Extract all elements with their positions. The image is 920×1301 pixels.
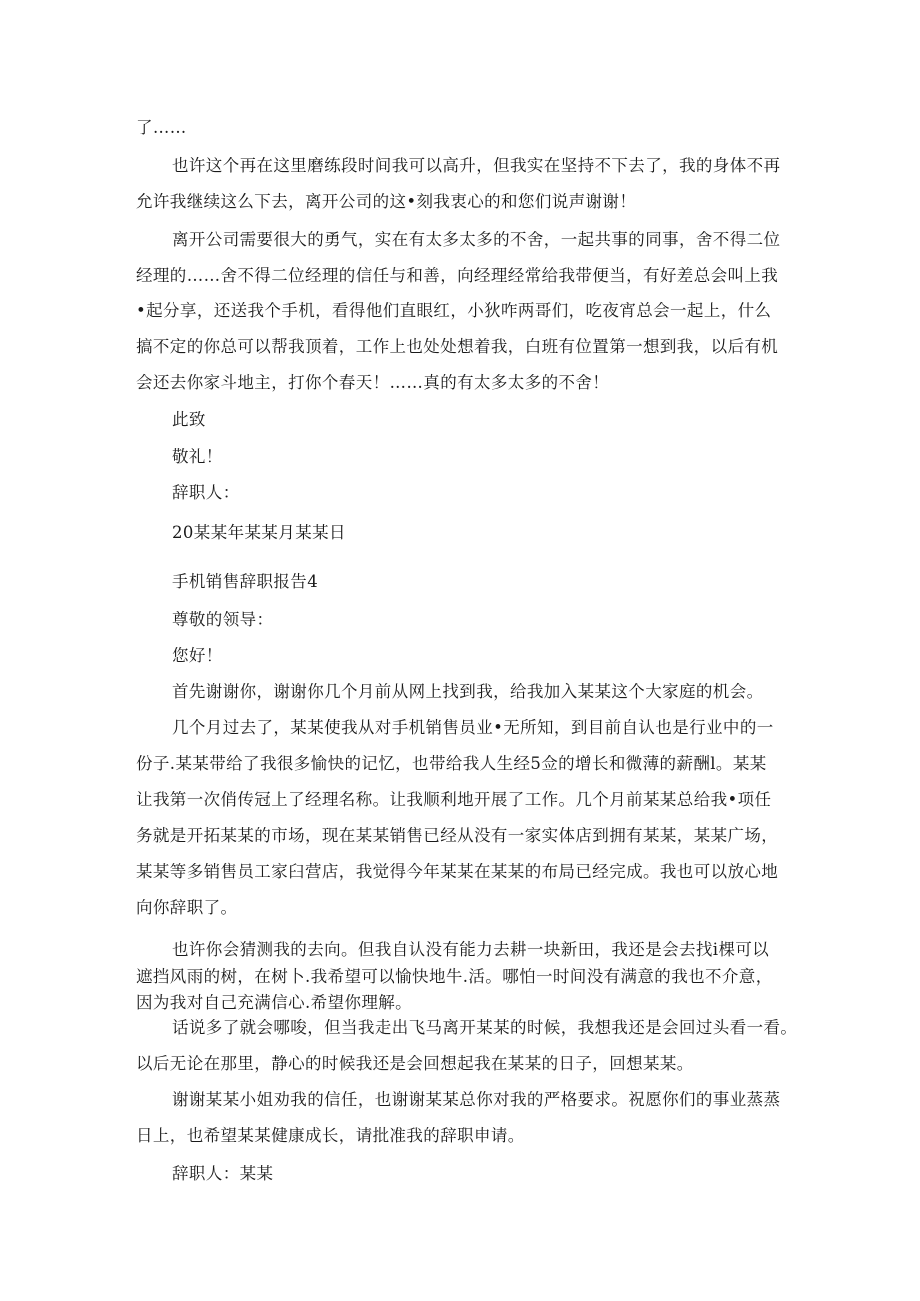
text-line: 务就是开拓某某的市场，现在某某销售已经从没有一家实体店到拥有某某，某某广场， xyxy=(136,826,779,845)
text-line: 了…… xyxy=(136,118,187,137)
greeting: 您好！ xyxy=(172,646,223,665)
text-line: 搞不定的你总可以帮我顶着，工作上也处处想着我，白班有位置第一想到我，以后有机 xyxy=(136,337,779,356)
text-line: 也许你会猜测我的去向。但我自认没有能力去耕一块新田，我还是会去找i棵可以 xyxy=(172,940,770,959)
text-line: 某某等多销售员工家臼营店，我觉得今年某某在某某的布局已经完成。我也可以放心地 xyxy=(136,862,779,881)
salutation: 尊敬的领导： xyxy=(172,610,274,629)
text-line: 几个月过去了，某某使我从对手机销售员业•无所知，到目前自认也是行业中的一 xyxy=(172,718,774,737)
text-line: 以后无论在那里，静心的时候我还是会回想起我在某某的日子，回想某某。 xyxy=(136,1054,694,1073)
text-line: 因为我对自己充满信心.希望你理解。 xyxy=(136,993,413,1012)
section-title: 手机销售辞职报告4 xyxy=(172,572,319,591)
text-line: 谢谢某某小姐劝我的信任，也谢谢某某总你对我的严格要求。祝愿你们的事业蒸蒸 xyxy=(172,1090,781,1109)
text-line: 辞职人： xyxy=(172,483,240,502)
text-line: 首先谢谢你，谢谢你几个月前从网上找到我，给我加入某某这个大家庭的机会。 xyxy=(172,682,764,701)
text-line: 日上，也希望某某健康成长，请批准我的辞职申请。 xyxy=(136,1126,525,1145)
date-line: 20某某年某某月某某日 xyxy=(172,523,346,542)
text-line: 话说多了就会哪唆，但当我走出飞马离开某某的时候，我想我还是会回过头看一看。 xyxy=(172,1018,798,1037)
text-line: 让我第一次俏传冠上了经理名称。让我顺利地开展了工作。几个月前某某总给我•项任 xyxy=(136,790,772,809)
text-line: 也许这个再在这里磨练段时间我可以高升，但我实在坚持不下去了，我的身体不再 xyxy=(172,156,781,175)
text-line: 允许我继续这么下去，离开公司的这•刻我衷心的和您们说声谢谢！ xyxy=(136,192,637,211)
text-line: 会还去你家斗地主，打你个春天！……真的有太多太多的不舍！ xyxy=(136,373,610,392)
text-line: 敬礼！ xyxy=(172,447,223,466)
signature-line: 辞职人：某某 xyxy=(172,1164,274,1183)
text-line: 份子.某某带给了我很多愉快的记忆，也带给我人生经5佥的增长和微薄的薪酬l。某某 xyxy=(136,754,767,773)
text-line: 此致 xyxy=(172,410,206,429)
text-line: 离开公司需要很大的勇气，实在有太多太多的不舍，一起共事的同事，舍不得二位 xyxy=(172,230,781,249)
text-line: 经理的……舍不得二位经理的信任与和善，向经理经常给我带便当，有好差总会叫上我 xyxy=(136,266,779,285)
text-line: 遮挡风雨的树，在树卜.我希望可以愉快地牛.活。哪怕一时间没有满意的我也不介意， xyxy=(136,967,773,986)
text-line: 向你辞职了。 xyxy=(136,898,238,917)
text-line: •起分享，还送我个手机，看得他们直眼红，小狄咋两哥们，吃夜宵总会一起上，什么 xyxy=(136,301,772,320)
